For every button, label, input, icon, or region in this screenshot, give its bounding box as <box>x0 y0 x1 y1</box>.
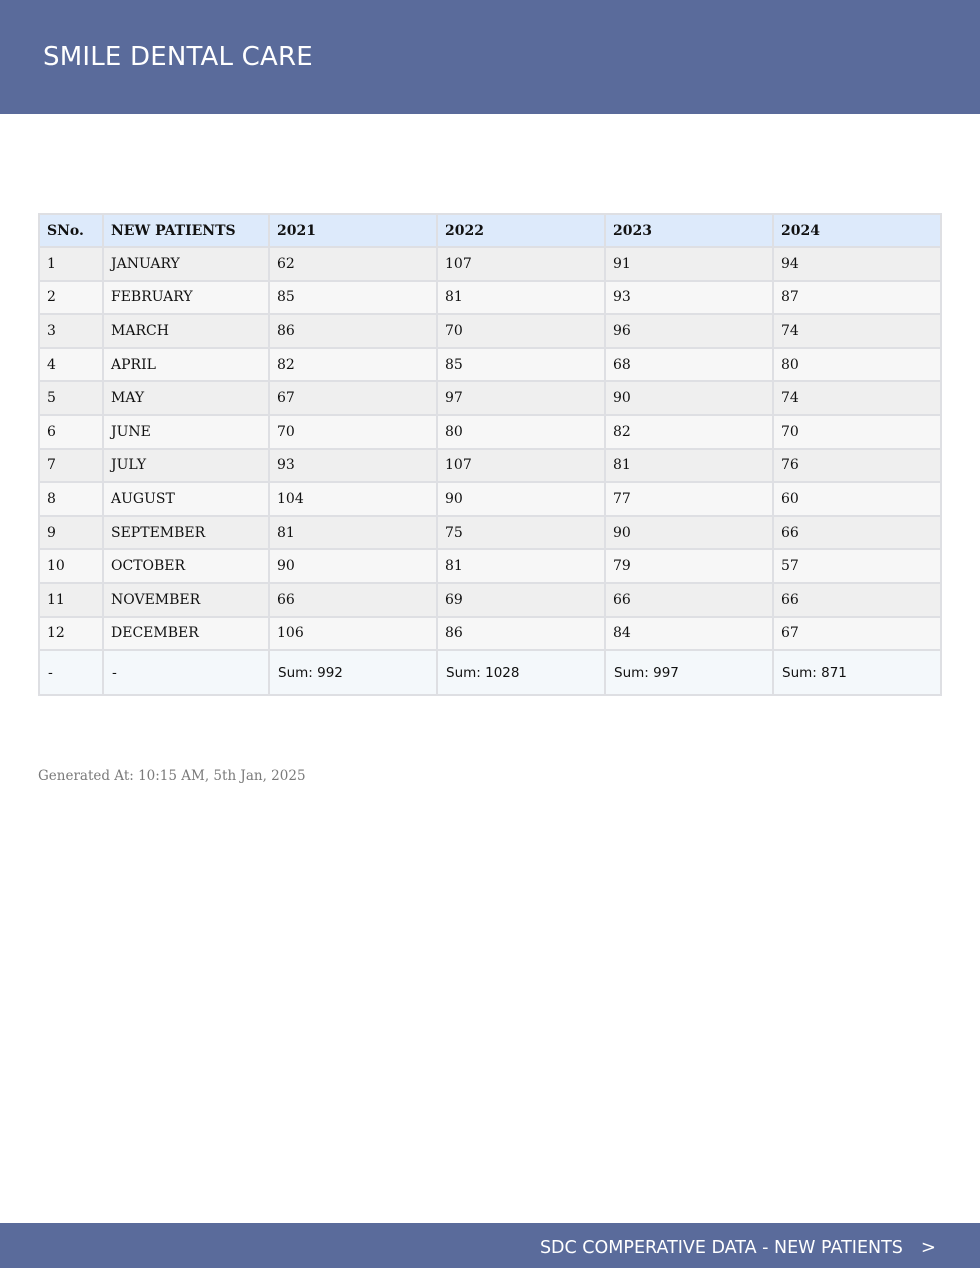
table-cell: 97 <box>437 381 605 415</box>
column-header: 2024 <box>773 214 941 247</box>
table-cell: MARCH <box>103 314 269 348</box>
table-cell: 70 <box>269 415 437 449</box>
sum-row <box>39 650 941 695</box>
table-cell: 5 <box>39 381 103 415</box>
chevron-right-icon: > <box>920 1237 936 1258</box>
table-cell: 70 <box>437 314 605 348</box>
table-cell: 76 <box>773 449 941 483</box>
table-cell: 74 <box>773 314 941 348</box>
table-cell: 66 <box>605 583 773 617</box>
table-cell: 90 <box>269 549 437 583</box>
table-cell: 91 <box>605 247 773 281</box>
table-cell: 82 <box>605 415 773 449</box>
table-cell: MAY <box>103 381 269 415</box>
table-cell: 62 <box>269 247 437 281</box>
table-row <box>39 247 941 281</box>
table-cell: 93 <box>269 449 437 483</box>
table-cell: 81 <box>269 516 437 550</box>
table-row <box>39 381 941 415</box>
table-cell: 68 <box>605 348 773 382</box>
table-cell: 107 <box>437 449 605 483</box>
table-cell: 70 <box>773 415 941 449</box>
table-cell: 8 <box>39 482 103 516</box>
table-cell: DECEMBER <box>103 617 269 651</box>
table-cell: 67 <box>773 617 941 651</box>
table-cell: 66 <box>773 516 941 550</box>
column-header: SNo. <box>39 214 103 247</box>
column-header: 2021 <box>269 214 437 247</box>
table-cell: 85 <box>437 348 605 382</box>
table-row <box>39 516 941 550</box>
table-cell: 57 <box>773 549 941 583</box>
table-cell: 80 <box>773 348 941 382</box>
sum-cell: Sum: 871 <box>773 650 941 695</box>
table-cell: 84 <box>605 617 773 651</box>
table-cell: 75 <box>437 516 605 550</box>
table-cell: 79 <box>605 549 773 583</box>
generated-at-text: Generated At: 10:15 AM, 5th Jan, 2025 <box>38 768 306 784</box>
footer-bar <box>0 1223 980 1268</box>
table-cell: 1 <box>39 247 103 281</box>
table-row <box>39 348 941 382</box>
table-cell: 66 <box>269 583 437 617</box>
table-cell: 96 <box>605 314 773 348</box>
sum-cell: Sum: 992 <box>269 650 437 695</box>
table-cell: 10 <box>39 549 103 583</box>
footer-nav-link[interactable] <box>540 1237 936 1258</box>
table-cell: 90 <box>437 482 605 516</box>
table-row <box>39 549 941 583</box>
sum-cell: Sum: 1028 <box>437 650 605 695</box>
table-cell: 80 <box>437 415 605 449</box>
table-cell: SEPTEMBER <box>103 516 269 550</box>
table-cell: 67 <box>269 381 437 415</box>
table-cell: 12 <box>39 617 103 651</box>
table-cell: 85 <box>269 281 437 315</box>
table-cell: NOVEMBER <box>103 583 269 617</box>
table-row <box>39 281 941 315</box>
clinic-title: SMILE DENTAL CARE <box>43 42 313 72</box>
table-cell: 90 <box>605 516 773 550</box>
table-cell: 77 <box>605 482 773 516</box>
table-cell: APRIL <box>103 348 269 382</box>
sum-cell: - <box>103 650 269 695</box>
table-cell: 87 <box>773 281 941 315</box>
table-cell: 66 <box>773 583 941 617</box>
footer-label: SDC COMPERATIVE DATA - NEW PATIENTS <box>539 1237 903 1258</box>
table-cell: 69 <box>437 583 605 617</box>
table-cell: 106 <box>269 617 437 651</box>
new-patients-table <box>38 213 942 696</box>
table-cell: 93 <box>605 281 773 315</box>
table-cell: 94 <box>773 247 941 281</box>
table-cell: 9 <box>39 516 103 550</box>
table-cell: 90 <box>605 381 773 415</box>
table-cell: 74 <box>773 381 941 415</box>
table-cell: 81 <box>437 281 605 315</box>
table-row <box>39 314 941 348</box>
table-cell: 86 <box>437 617 605 651</box>
table-cell: OCTOBER <box>103 549 269 583</box>
column-header: 2023 <box>605 214 773 247</box>
table-row <box>39 415 941 449</box>
column-header: NEW PATIENTS <box>103 214 269 247</box>
table-cell: 6 <box>39 415 103 449</box>
sum-cell: Sum: 997 <box>605 650 773 695</box>
table-cell: FEBRUARY <box>103 281 269 315</box>
table-cell: 11 <box>39 583 103 617</box>
table-row <box>39 617 941 651</box>
column-header: 2022 <box>437 214 605 247</box>
table-body <box>39 247 941 695</box>
patients-table-container <box>38 213 942 696</box>
table-row <box>39 482 941 516</box>
table-cell: 2 <box>39 281 103 315</box>
table-cell: 7 <box>39 449 103 483</box>
table-cell: 104 <box>269 482 437 516</box>
table-cell: 81 <box>437 549 605 583</box>
table-cell: 4 <box>39 348 103 382</box>
table-cell: JULY <box>103 449 269 483</box>
table-cell: AUGUST <box>103 482 269 516</box>
header-bar <box>0 0 980 114</box>
table-cell: 86 <box>269 314 437 348</box>
table-cell: 107 <box>437 247 605 281</box>
table-cell: 60 <box>773 482 941 516</box>
table-cell: JUNE <box>103 415 269 449</box>
table-cell: 3 <box>39 314 103 348</box>
table-header-row <box>39 214 941 247</box>
table-cell: 81 <box>605 449 773 483</box>
table-cell: JANUARY <box>103 247 269 281</box>
table-row <box>39 449 941 483</box>
sum-cell: - <box>39 650 103 695</box>
table-row <box>39 583 941 617</box>
table-cell: 82 <box>269 348 437 382</box>
